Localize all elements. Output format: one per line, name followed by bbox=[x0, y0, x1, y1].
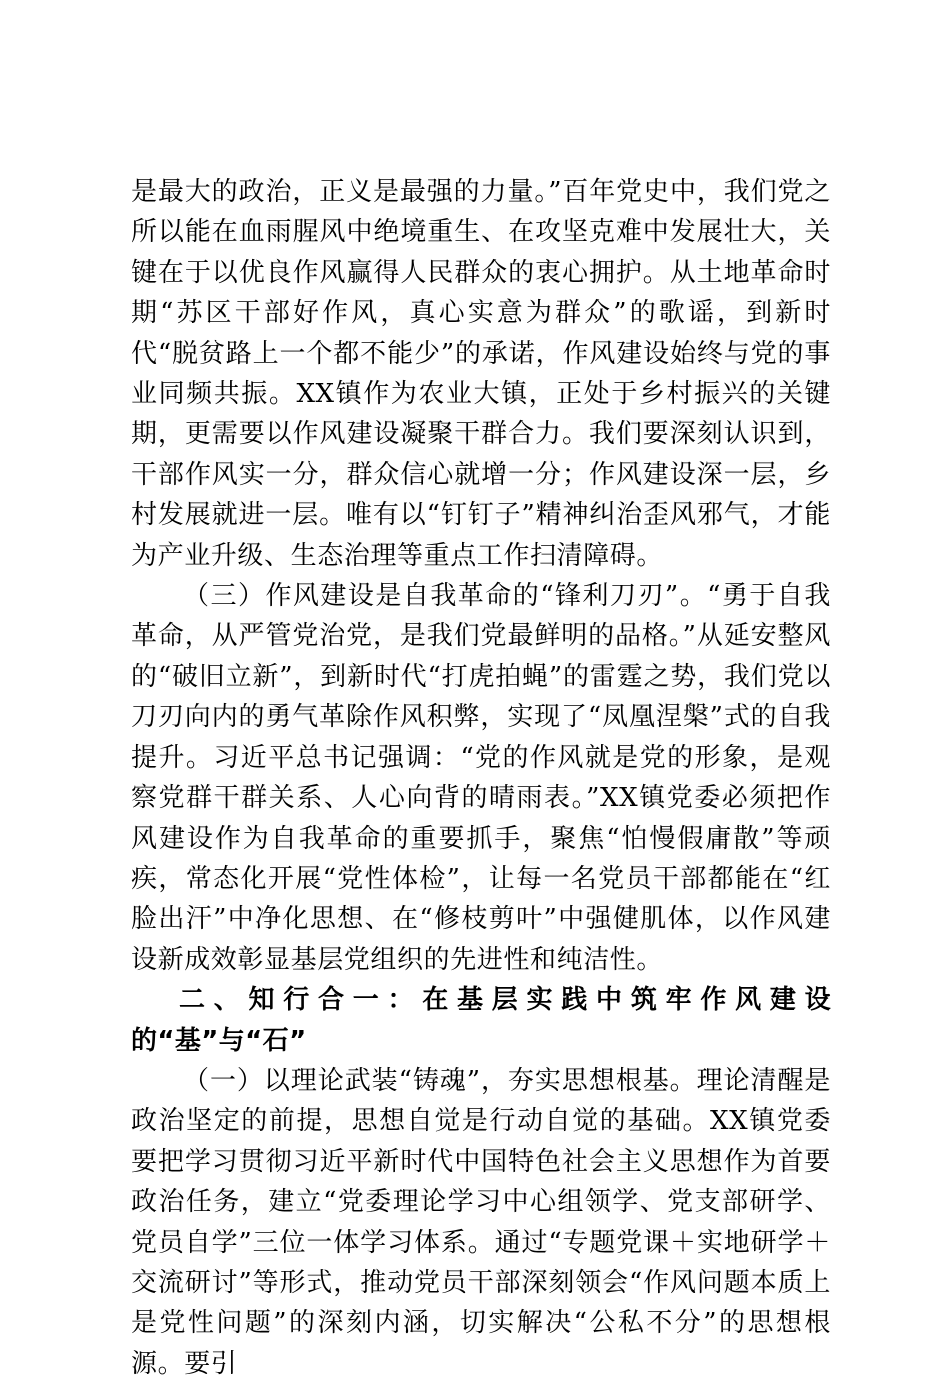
section-heading-two: 二、知行合一：在基层实践中筑牢作风建设的“基”与“石” bbox=[131, 985, 831, 1056]
paragraph-section-three: （三）作风建设是自我革命的“锋利刀刃”。“勇于自我革命，从严管党治党，是我们党最鲜明的品格。”从延安整风的“破旧立新”，到新时代“打虎拍蝇”的雷霆之势，我们党以刀刃向内的勇气革除作风积弊，实现了“凤凰涅槃”式的自我提升。习近平总书记强调：“党的作风就是党的形象，是观察党群干群关系、人心向背的晴雨表。”XX镇党委必须把作风建设作为自我革命的重要抓手，聚焦“怕慢假庸散”等顽疾，常态化开展“党性体检”，让每一名党员干部都能在“红脸出汗”中净化思想、在“修枝剪叶”中强健肌体，以作风建设新成效彰显基层党组织的先进性和纯洁性。 bbox=[131, 581, 831, 975]
paragraph-subsection-one: （一）以理论武装“铸魂”，夯实思想根基。理论清醒是政治坚定的前提，思想自觉是行动自觉的基础。XX镇党委要把学习贯彻习近平新时代中国特色社会主义思想作为首要政治任务，建立“党委理论学习中心组领学、党支部研学、党员自学”三位一体学习体系。通过“专题党课＋实地研学＋交流研讨”等形式，推动党员干部深刻领会“作风问题本质上是党性问题”的深刻内涵，切实解决“公私不分”的思想根源。要引 bbox=[131, 1065, 831, 1379]
document-body bbox=[131, 172, 831, 1384]
paragraph-continuation: 是最大的政治，正义是最强的力量。”百年党史中，我们党之所以能在血雨腥风中绝境重生、在攻坚克难中发展壮大，关键在于以优良作风赢得人民群众的衷心拥护。从土地革命时期“苏区干部好作风，真心实意为群众”的歌谣，到新时代“脱贫路上一个都不能少”的承诺，作风建设始终与党的事业同频共振。XX镇作为农业大镇，正处于乡村振兴的关键期，更需要以作风建设凝聚干群合力。我们要深刻认识到，干部作风实一分，群众信心就增一分；作风建设深一层，乡村发展就进一层。唯有以“钉钉子”精神纠治歪风邪气，才能为产业升级、生态治理等重点工作扫清障碍。 bbox=[131, 177, 831, 571]
